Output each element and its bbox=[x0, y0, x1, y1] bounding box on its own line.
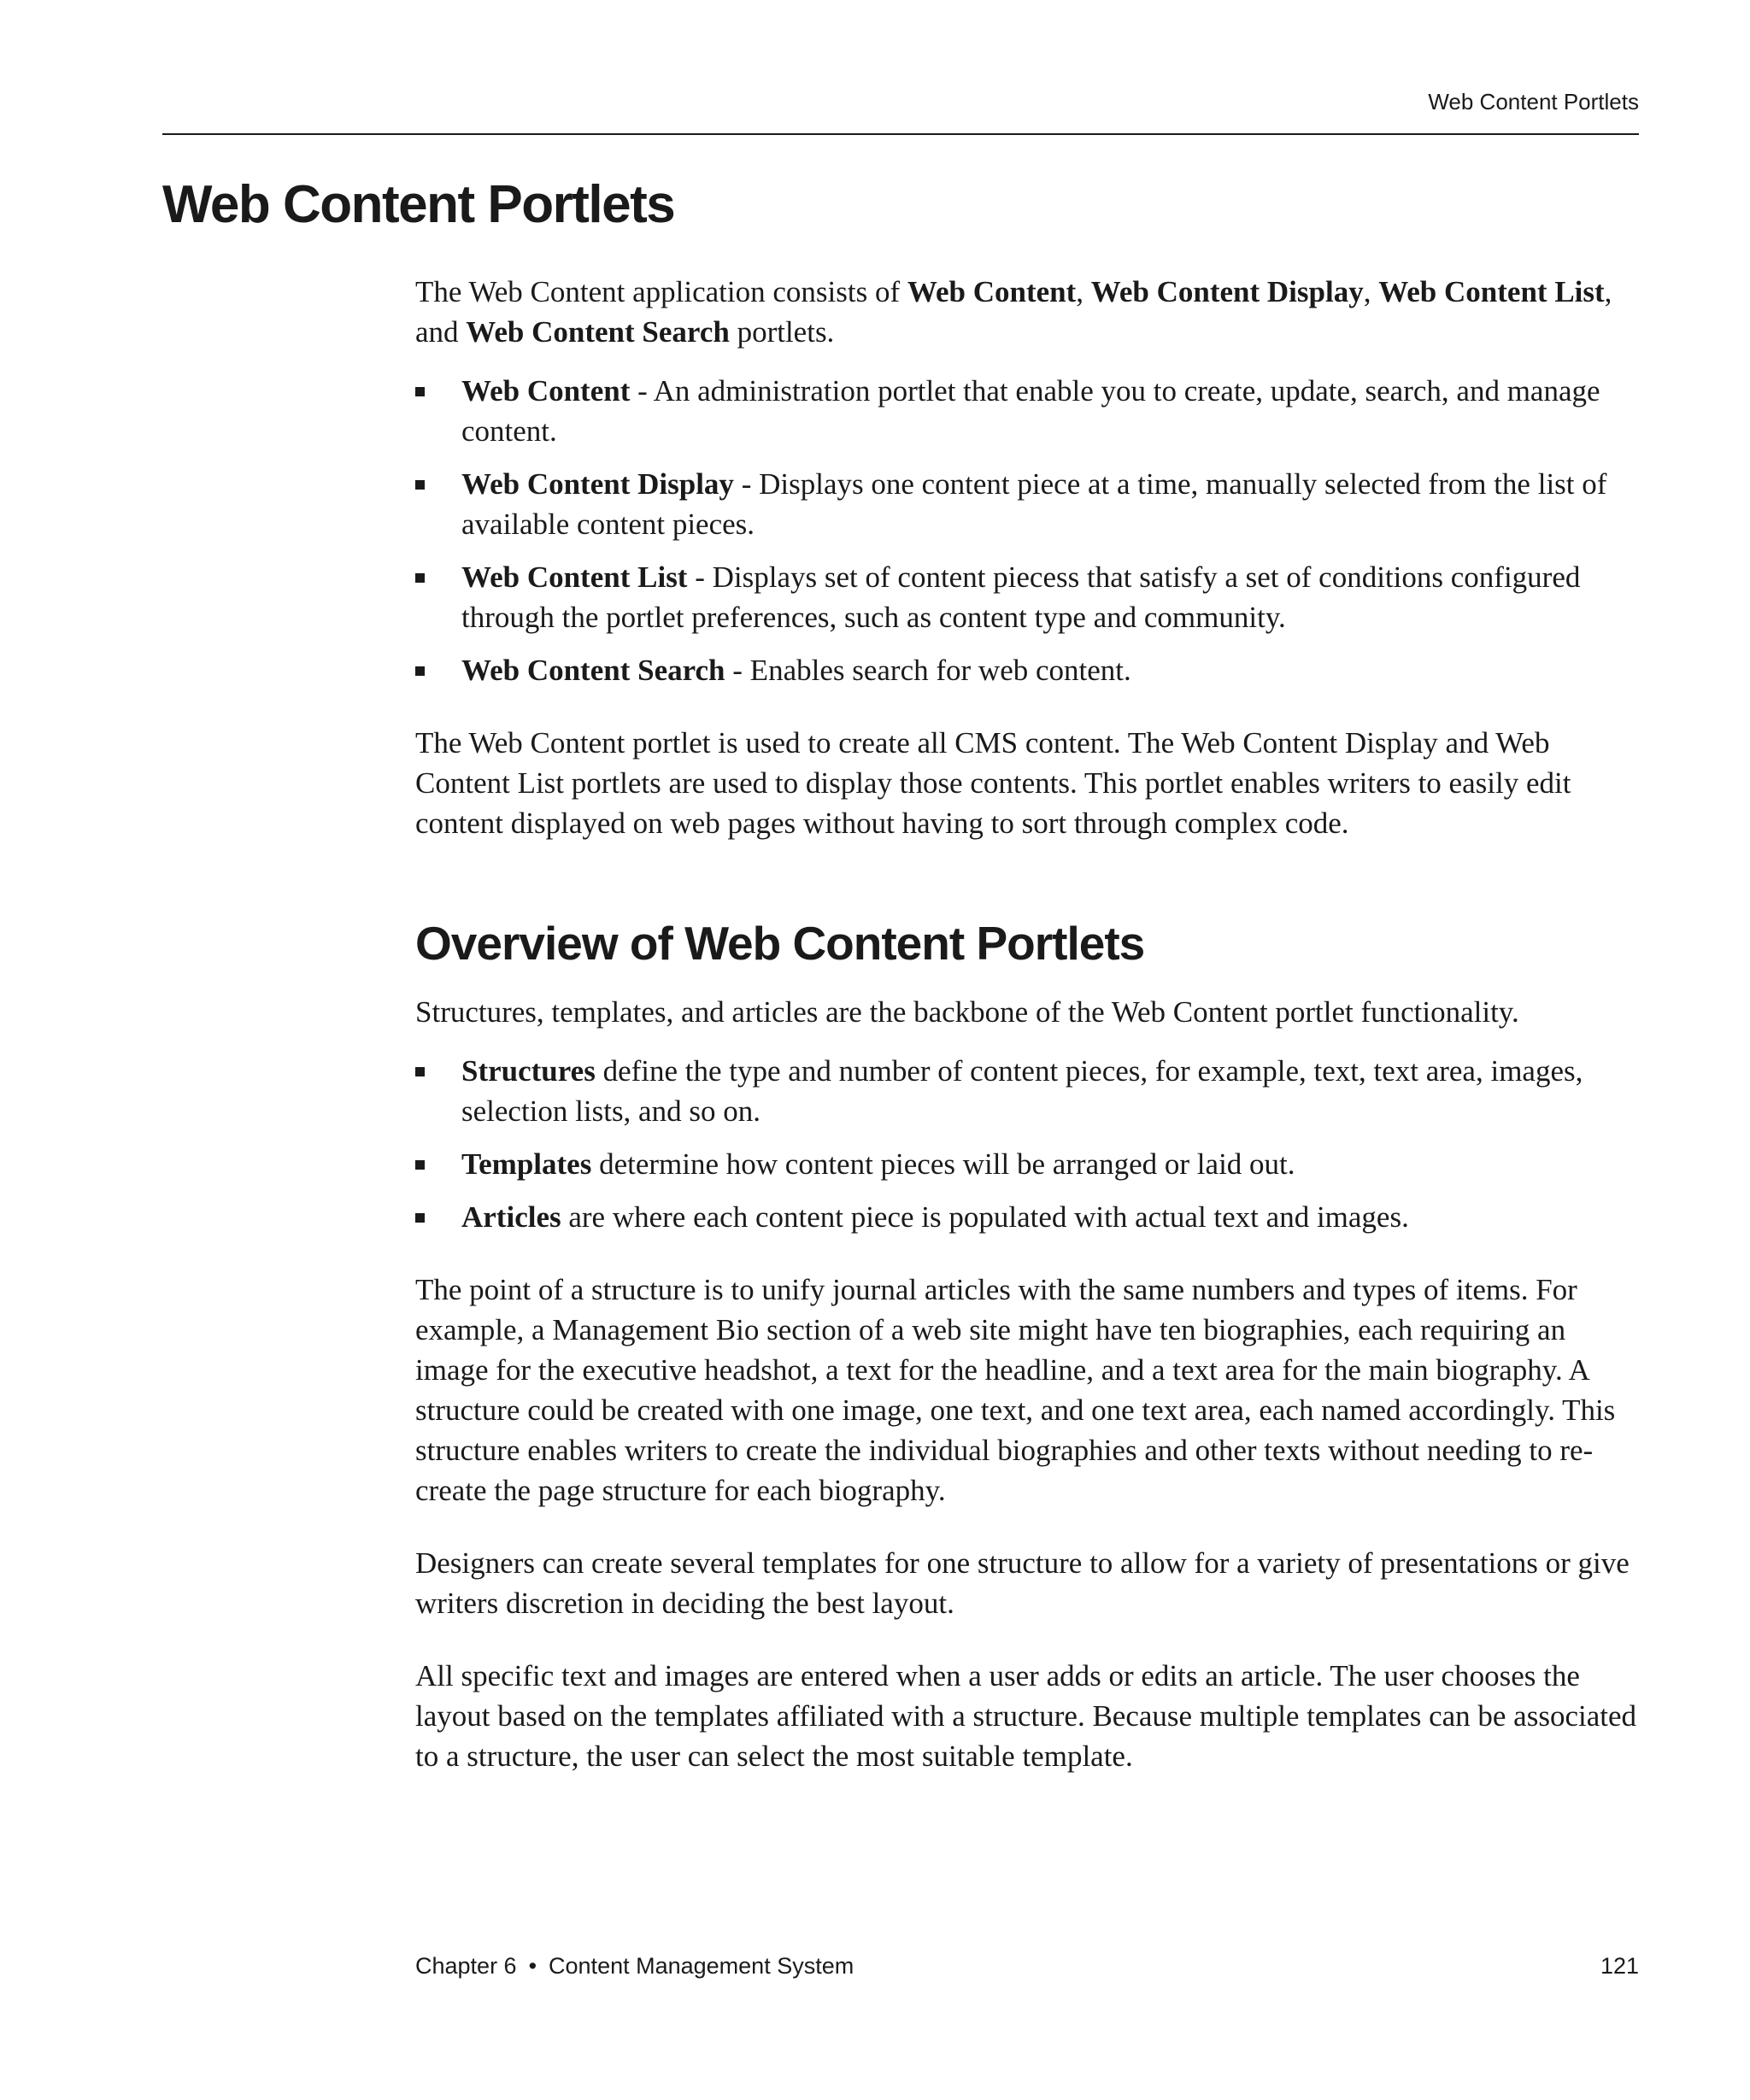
intro-term-web-content-display: Web Content Display bbox=[1090, 275, 1364, 308]
list-item-desc: - Enables search for web content. bbox=[725, 654, 1131, 687]
intro-term-web-content-list: Web Content List bbox=[1378, 275, 1605, 308]
intro-text: , bbox=[1076, 275, 1091, 308]
intro-text: , and bbox=[415, 275, 1612, 349]
intro-paragraph bbox=[415, 272, 1639, 352]
square-bullet-icon bbox=[415, 1067, 425, 1076]
footer-chapter-title: Content Management System bbox=[549, 1953, 854, 1979]
structure-paragraph: The point of a structure is to unify journal articles with the same numbers and types of items. For example, a Management Bio section of a web site might have ten biographies, each requiring an image for the executive headshot, a text for the headline, and a text area for the main biography. A structure could be created with one image, one text, and one text area, each named accordingly. This structure enables writers to create the individual biographies and other texts without needing to re-create the page structure for each biography. bbox=[415, 1273, 1616, 1507]
list-item-term: Articles bbox=[461, 1200, 561, 1234]
list-item-desc: - An administration portlet that enable you to create, update, search, and manage content. bbox=[461, 374, 1600, 448]
list-item-desc: - Displays set of content piecess that satisfy a set of conditions configured through the portlet preferences, such as content type and community. bbox=[461, 560, 1581, 634]
list-item bbox=[415, 464, 1639, 544]
running-header: Web Content Portlets bbox=[1428, 89, 1639, 114]
body-column bbox=[415, 272, 1639, 1809]
section-title: Overview of Web Content Portlets bbox=[415, 917, 1145, 970]
list-item bbox=[415, 1051, 1639, 1131]
articles-paragraph: All specific text and images are entered when a user adds or edits an article. The user chooses the layout based on the templates affiliated with a structure. Because multiple templates can be associated to a structure, the user can select the most suitable template. bbox=[415, 1659, 1637, 1773]
chapter-title: Web Content Portlets bbox=[162, 175, 675, 234]
list-item-desc: are where each content piece is populated with actual text and images. bbox=[561, 1200, 1409, 1234]
square-bullet-icon bbox=[415, 1213, 425, 1223]
list-item-term: Web Content List bbox=[461, 560, 688, 594]
intro-text: The Web Content application consists of bbox=[415, 275, 907, 308]
cms-paragraph: The Web Content portlet is used to create all CMS content. The Web Content Display and Web Content List portlets are used to display those contents. This portlet enables writers to easily edit content displayed on web pages without having to sort through complex code. bbox=[415, 726, 1571, 840]
list-item bbox=[415, 557, 1639, 637]
templates-paragraph: Designers can create several templates for one structure to allow for a variety of presentations or give writers discretion in deciding the best layout. bbox=[415, 1546, 1630, 1620]
list-item bbox=[415, 1144, 1639, 1184]
footer-chapter bbox=[415, 1953, 854, 1980]
footer-separator: • bbox=[528, 1953, 537, 1979]
intro-term-web-content: Web Content bbox=[907, 275, 1077, 308]
list-item-term: Structures bbox=[461, 1054, 596, 1088]
intro-text: , bbox=[1363, 275, 1379, 308]
list-item-term: Templates bbox=[461, 1147, 592, 1181]
list-item-desc: determine how content pieces will be arranged or laid out. bbox=[591, 1147, 1295, 1181]
intro-term-web-content-search: Web Content Search bbox=[466, 315, 730, 349]
list-item-term: Web Content Search bbox=[461, 654, 725, 687]
square-bullet-icon bbox=[415, 480, 425, 490]
overview-intro: Structures, templates, and articles are the backbone of the Web Content portlet functionality. bbox=[415, 995, 1519, 1029]
square-bullet-icon bbox=[415, 387, 425, 396]
intro-text: portlets. bbox=[729, 315, 835, 349]
page-number: 121 bbox=[1600, 1953, 1639, 1979]
overview-list bbox=[415, 1051, 1639, 1237]
list-item bbox=[415, 1197, 1639, 1237]
portlet-list bbox=[415, 371, 1639, 690]
list-item bbox=[415, 650, 1639, 690]
square-bullet-icon bbox=[415, 573, 425, 583]
square-bullet-icon bbox=[415, 1160, 425, 1170]
header-rule bbox=[162, 133, 1639, 135]
footer-chapter-label: Chapter 6 bbox=[415, 1953, 517, 1979]
list-item-desc: - Displays one content piece at a time, manually selected from the list of available content pieces. bbox=[461, 467, 1607, 541]
list-item-term: Web Content Display bbox=[461, 467, 734, 501]
list-item-term: Web Content bbox=[461, 374, 631, 408]
list-item-desc: define the type and number of content pieces, for example, text, text area, images, selection lists, and so on. bbox=[461, 1054, 1583, 1128]
square-bullet-icon bbox=[415, 666, 425, 676]
list-item bbox=[415, 371, 1639, 451]
